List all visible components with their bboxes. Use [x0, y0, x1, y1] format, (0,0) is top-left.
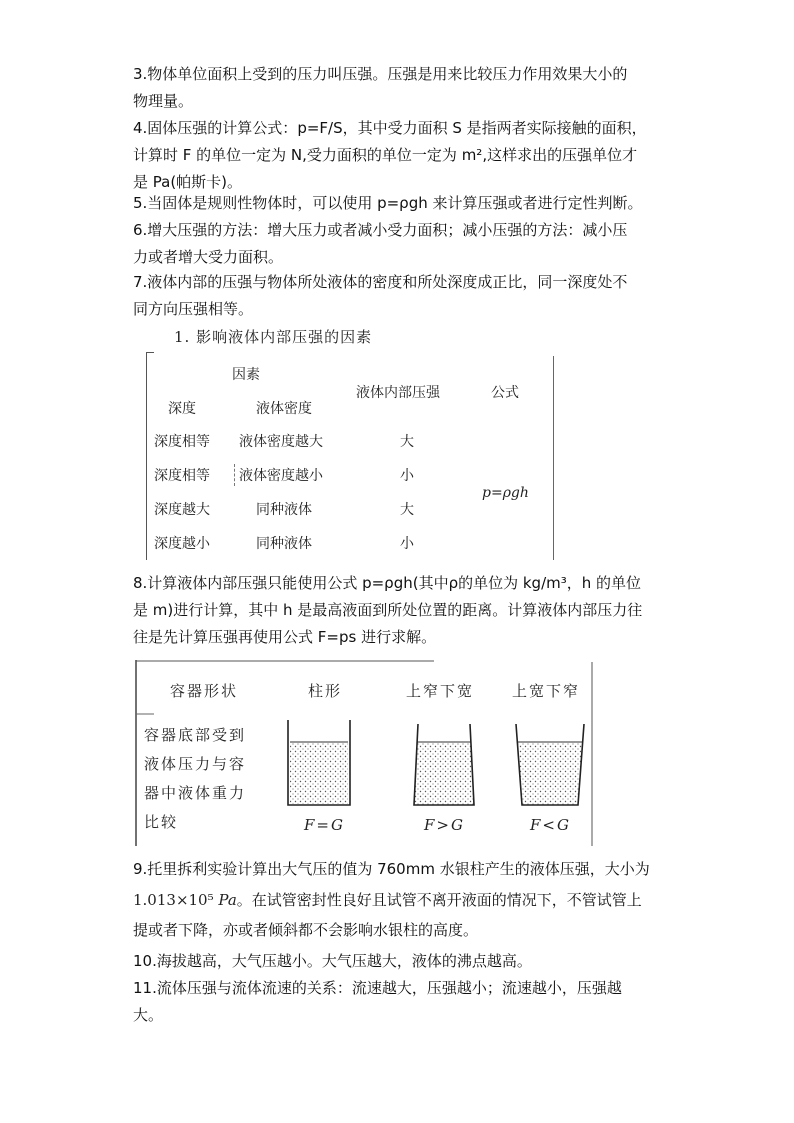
paragraph-11: 11.流体压强与流体流速的关系：流速越大，压强越小；流速越小，压强越 大。: [133, 979, 622, 1024]
table1-formula: p=ρgh: [482, 485, 529, 501]
container-shape-table: [134, 660, 594, 846]
row-label-line2: 液体压力与容: [144, 755, 247, 773]
table1-title: 1. 影响液体内部压强的因素: [174, 328, 373, 346]
row3-pressure: 大: [400, 502, 414, 518]
row-label-line4: 比较: [144, 813, 179, 831]
table1-top-tick: [146, 352, 154, 353]
paragraph-4: 4.固体压强的计算公式：p=F/S，其中受力面积 S 是指两者实际接触的面积， 计算时 F 的单位一定为 N,受力面积的单位一定为 m²,这样求出的压强单位才 是 Pa(帕斯卡)。: [133, 119, 647, 191]
paragraph-5: 5.当固体是规则性物体时，可以使用 p=ρgh 来计算压强或者进行定性判断。: [133, 194, 643, 212]
row1-depth: 深度相等: [154, 434, 210, 450]
liquid-pressure-factors-table: [146, 352, 554, 560]
row2-pressure: 小: [400, 468, 414, 484]
result-cylinder: F=G: [304, 816, 345, 834]
row2-density: 液体密度越小: [239, 468, 323, 484]
table1-left-border: [146, 352, 147, 560]
narrow-top-column: 上窄下宽: [406, 682, 475, 700]
row4-depth: 深度越小: [154, 536, 210, 552]
header-formula: 公式: [491, 385, 519, 401]
paragraph-6: 6.增大压强的方法：增大压力或者减小受力面积；减小压强的方法：减小压 力或者增大受力面积。: [133, 221, 628, 266]
header-pressure: 液体内部压强: [356, 385, 440, 401]
header-factor: 因素: [232, 367, 260, 383]
row1-density: 液体密度越大: [239, 434, 323, 450]
paragraph-3: 3.物体单位面积上受到的压力叫压强。压强是用来比较压力作用效果大小的 物理量。: [133, 65, 628, 110]
table1-dashed-divider: [234, 464, 235, 486]
table1-right-border: [553, 356, 554, 560]
paragraph-7: 7.液体内部的压强与物体所处液体的密度和所处深度成正比，同一深度处不 同方向压强相等。: [133, 273, 628, 318]
row3-depth: 深度越大: [154, 502, 210, 518]
header-depth: 深度: [168, 401, 196, 417]
row4-pressure: 小: [400, 536, 414, 552]
paragraph-8: 8.计算液体内部压强只能使用公式 p=ρgh(其中ρ的单位为 kg/m³，h 的单位 是 m)进行计算，其中 h 是最高液面到所处位置的距离。计算液体内部压力往 往是先计算压强再使用公式 F=ps 进行求解。: [133, 574, 643, 646]
shape-column: 柱形: [308, 682, 343, 700]
row1-pressure: 大: [400, 434, 414, 450]
row4-density: 同种液体: [256, 536, 312, 552]
header-container-shape: 容器形状: [170, 682, 239, 700]
paragraph-9: 9.托里拆利实验计算出大气压的值为 760mm 水银柱产生的液体压强，大小为 1.013×10⁵ Pa。在试管密封性良好且试管不离开液面的情况下，不管试管上 提或者下降，亦或者倾斜都不会影响水银柱的高度。: [133, 860, 650, 939]
cylinder-container-icon: [288, 720, 350, 805]
paragraph-10: 10.海拔越高，大气压越小。大气压越大，液体的沸点越高。: [133, 952, 532, 970]
wide-top-container-icon: [516, 724, 584, 805]
row-label-line3: 器中液体重力: [144, 784, 247, 802]
pressure-unit: Pa: [218, 891, 237, 909]
atmospheric-pressure-value: 1.013×10⁵: [133, 891, 214, 909]
header-density: 液体密度: [256, 401, 312, 417]
row3-density: 同种液体: [256, 502, 312, 518]
wide-top-column: 上宽下窄: [512, 682, 581, 700]
result-narrow-top: F>G: [424, 816, 465, 834]
result-wide-top: F<G: [530, 816, 571, 834]
row-label-line1: 容器底部受到: [144, 726, 247, 744]
row2-depth: 深度相等: [154, 468, 210, 484]
narrow-top-container-icon: [414, 724, 474, 805]
